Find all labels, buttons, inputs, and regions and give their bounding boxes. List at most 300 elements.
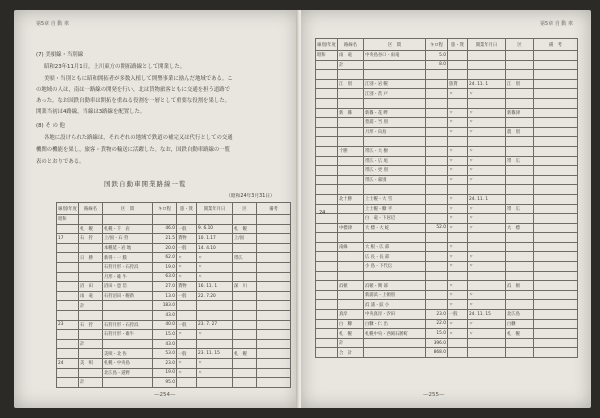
- table-cell: 日 勝: [79, 253, 103, 263]
- table-cell: 〃: [448, 319, 468, 329]
- table-cell: [534, 223, 578, 233]
- table-cell: [506, 233, 534, 243]
- table-cell: [233, 215, 257, 225]
- table-row: [316, 310, 578, 320]
- table-cell: [426, 127, 448, 137]
- table-cell: [506, 338, 534, 348]
- table-cell: 〃: [197, 253, 233, 263]
- table-row: [57, 368, 291, 378]
- table-cell: [57, 301, 79, 311]
- table-cell: 雨 竜: [79, 291, 103, 301]
- table-cell: [338, 271, 364, 281]
- table-cell: [468, 98, 506, 108]
- table-cell: 深 川: [233, 282, 257, 292]
- table-cell: [468, 51, 506, 61]
- table-cell: 24. 11. 1: [468, 194, 506, 204]
- table-row: [316, 60, 578, 70]
- table-cell: 上士幌・糠 平: [364, 204, 426, 214]
- table-cell: [468, 60, 506, 70]
- table-cell: [316, 233, 338, 243]
- table-cell: [257, 282, 291, 292]
- table-cell: [506, 60, 534, 70]
- table-cell: [426, 194, 448, 204]
- table-title: 国鉄自動車開業路線一覧: [104, 180, 187, 188]
- table-cell: 浜 頓: [506, 281, 534, 291]
- table-cell: [364, 271, 426, 281]
- table-cell: 〃: [448, 156, 468, 166]
- table-cell: [338, 156, 364, 166]
- table-cell: 〃: [468, 290, 506, 300]
- table-cell: 〃: [448, 175, 468, 185]
- table-row: [316, 262, 578, 272]
- table-cell: 〃: [177, 272, 197, 282]
- table-cell: [426, 89, 448, 99]
- table-cell: [506, 89, 534, 99]
- table-cell: 札 幌: [338, 329, 364, 339]
- table-row: [316, 118, 578, 128]
- table-cell: [426, 166, 448, 176]
- table-cell: 〃: [468, 252, 506, 262]
- table-cell: [316, 290, 338, 300]
- table-cell: 札幌・中央島: [103, 358, 153, 368]
- table-cell: [468, 233, 506, 243]
- table-cell: [506, 242, 534, 252]
- table-cell: 〃: [197, 368, 233, 378]
- table-cell: [79, 330, 103, 340]
- table-cell: 月形・向島: [364, 127, 426, 137]
- table-cell: [233, 243, 257, 253]
- table-cell: [534, 60, 578, 70]
- table-cell: 浜頓・興 部: [364, 281, 426, 291]
- table-cell: 〃: [448, 262, 468, 272]
- table-cell: [257, 330, 291, 340]
- table-cell: [257, 368, 291, 378]
- table-cell: [177, 339, 197, 349]
- table-cell: [316, 271, 338, 281]
- table-cell: [177, 215, 197, 225]
- table-cell: [468, 242, 506, 252]
- table-cell: [338, 214, 364, 224]
- table-cell: 23: [57, 320, 79, 330]
- table-cell: [316, 60, 338, 70]
- table-cell: [197, 310, 233, 320]
- paragraph-line: 各地に設けられた路線は，それぞれの地域で鉄道の補完又は代行としての交通: [44, 135, 233, 141]
- table-cell: 17: [57, 234, 79, 244]
- table-cell: [197, 301, 233, 311]
- table-cell: [534, 319, 578, 329]
- table-cell: 43.0: [153, 310, 177, 320]
- header-cell: 区: [233, 203, 257, 215]
- table-row: [57, 262, 291, 272]
- table-cell: [316, 156, 338, 166]
- header-cell: キロ程: [153, 203, 177, 215]
- table-cell: 新得・一 膜: [103, 253, 153, 263]
- table-cell: 14. 4.10: [197, 243, 233, 253]
- table-cell: [364, 98, 426, 108]
- paragraph-line: (7) 美唄線・当別線: [36, 52, 84, 58]
- table-cell: 15.0: [153, 330, 177, 340]
- table-cell: [534, 281, 578, 291]
- table-cell: [316, 194, 338, 204]
- table-cell: 昭和: [57, 215, 79, 225]
- table-row: [316, 329, 578, 339]
- table-cell: 〃: [448, 214, 468, 224]
- table-cell: [197, 215, 233, 225]
- table-cell: [426, 137, 448, 147]
- table-cell: 帯広・幕別: [364, 175, 426, 185]
- table-cell: 9. 6.10: [197, 224, 233, 234]
- table-cell: [534, 51, 578, 61]
- table-cell: 〃: [468, 329, 506, 339]
- table-cell: [257, 378, 291, 388]
- table-cell: 浜頓: [338, 281, 364, 291]
- table-cell: 〃: [448, 118, 468, 128]
- table-cell: [364, 60, 426, 70]
- table-cell: [506, 185, 534, 195]
- section-heading: (8) そ の 他: [36, 123, 65, 129]
- table-row: [316, 214, 578, 224]
- table-row: [57, 301, 291, 311]
- table-cell: 石狩沼田・幌新: [103, 291, 153, 301]
- table-cell: [316, 185, 338, 195]
- table-cell: [534, 242, 578, 252]
- table-row: [316, 300, 578, 310]
- table-header-row: [57, 203, 291, 215]
- table-cell: 大 根・広 部: [364, 242, 426, 252]
- table-cell: [79, 349, 103, 359]
- table-cell: 旅貨: [448, 79, 468, 89]
- table-cell: [57, 339, 79, 349]
- table-cell: [233, 358, 257, 368]
- table-cell: [316, 89, 338, 99]
- table-row: [316, 175, 578, 185]
- table-cell: 上/国・石 狩: [103, 234, 153, 244]
- table-cell: [448, 137, 468, 147]
- table-cell: 〃: [468, 166, 506, 176]
- table-row: [316, 98, 578, 108]
- table-cell: [506, 70, 534, 80]
- table-cell: [57, 262, 79, 272]
- table-cell: 〃: [448, 300, 468, 310]
- table-row: [57, 349, 291, 359]
- table-cell: [506, 98, 534, 108]
- table-cell: 江 別: [338, 79, 364, 89]
- table-cell: [316, 79, 338, 89]
- table-cell: [338, 290, 364, 300]
- table-cell: [426, 281, 448, 291]
- table-cell: 40.0: [153, 320, 177, 330]
- paragraph-line: 昭和23年11月1日，上川東方の開拓路線として開業した。: [44, 64, 186, 70]
- table-cell: [426, 290, 448, 300]
- table-cell: [57, 243, 79, 253]
- table-cell: [79, 215, 103, 225]
- header-cell: 路線名: [338, 39, 364, 51]
- table-cell: [426, 262, 448, 272]
- table-cell: [468, 137, 506, 147]
- table-cell: [338, 175, 364, 185]
- table-cell: 20.0: [153, 243, 177, 253]
- table-cell: [257, 253, 291, 263]
- table-cell: [426, 271, 448, 281]
- right-page-number: —255—: [423, 392, 445, 398]
- table-cell: [468, 70, 506, 80]
- table-cell: 帯広・広 尾: [364, 156, 426, 166]
- header-cell: 開業年月日: [197, 203, 233, 215]
- table-cell: [534, 290, 578, 300]
- table-row: [316, 319, 578, 329]
- table-cell: 396.0: [426, 338, 448, 348]
- table-cell: 帯広・更 別: [364, 166, 426, 176]
- table-header-row: [316, 39, 578, 51]
- table-cell: 27.0: [153, 282, 177, 292]
- table-cell: 〃: [197, 358, 233, 368]
- table-cell: 石 狩: [79, 320, 103, 330]
- table-cell: [506, 137, 534, 147]
- table-cell: [448, 271, 468, 281]
- table-cell: [316, 329, 338, 339]
- header-cell: 区: [506, 39, 534, 51]
- table-cell: 札 幌: [233, 224, 257, 234]
- table-row: [316, 194, 578, 204]
- table-cell: [316, 319, 338, 329]
- table-cell: [338, 233, 364, 243]
- table-row: [57, 243, 291, 253]
- table-cell: [57, 253, 79, 263]
- table-cell: 上/国: [233, 234, 257, 244]
- table-cell: 札 幌: [233, 349, 257, 359]
- table-row: [316, 204, 578, 214]
- table-cell: 〃: [468, 319, 506, 329]
- table-cell: [448, 51, 468, 61]
- table-cell: [506, 194, 534, 204]
- table-cell: [426, 185, 448, 195]
- table-cell: 沼田・恵 岱: [103, 282, 153, 292]
- table-cell: [448, 60, 468, 70]
- header-cell: 線別/年度: [57, 203, 79, 215]
- table-cell: [534, 156, 578, 166]
- table-cell: [257, 243, 291, 253]
- route-table-right: [315, 38, 578, 358]
- table-row: [57, 215, 291, 225]
- table-cell: [316, 137, 338, 147]
- table-row: [57, 253, 291, 263]
- table-row: [57, 272, 291, 282]
- table-cell: 〃: [468, 300, 506, 310]
- header-cell: 備考: [257, 203, 291, 215]
- table-cell: 小 島・下代伝: [364, 262, 426, 272]
- table-cell: [233, 291, 257, 301]
- paragraph-line: 美唄・当別ともに昭和開拓者が多数入植して開墾事業に励んだ地域である。こ: [44, 76, 233, 82]
- table-row: [316, 70, 578, 80]
- table-cell: 22.0: [426, 319, 448, 329]
- table-cell: [364, 348, 426, 358]
- table-cell: 計: [338, 60, 364, 70]
- table-cell: 中央島谷口・雨竜: [364, 51, 426, 61]
- table-cell: 〃: [177, 253, 197, 263]
- table-row: [316, 233, 578, 243]
- table-cell: [233, 320, 257, 330]
- left-running-head: 第5章 自 動 車: [36, 21, 69, 27]
- table-cell: 〃: [468, 223, 506, 233]
- table-cell: [177, 301, 197, 311]
- table-cell: 15.0: [426, 329, 448, 339]
- table-cell: [338, 89, 364, 99]
- table-cell: 24. 11. 15: [468, 310, 506, 320]
- table-cell: 〃: [468, 127, 506, 137]
- table-cell: 〃: [448, 89, 468, 99]
- table-cell: 43.0: [153, 339, 177, 349]
- table-cell: [534, 146, 578, 156]
- table-cell: [338, 262, 364, 272]
- table-cell: 石 狩: [79, 234, 103, 244]
- header-cell: 旅・貨: [448, 39, 468, 51]
- table-cell: [506, 271, 534, 281]
- table-cell: [316, 281, 338, 291]
- table-cell: 24: [57, 358, 79, 368]
- table-cell: [257, 301, 291, 311]
- table-row: [316, 127, 578, 137]
- table-cell: 〃: [468, 262, 506, 272]
- table-cell: 上士幌・大 雪: [364, 194, 426, 204]
- table-cell: [316, 108, 338, 118]
- header-cell: 区 間: [103, 203, 153, 215]
- table-cell: [338, 118, 364, 128]
- table-cell: 江別・茨 戸: [364, 89, 426, 99]
- table-cell: [316, 118, 338, 128]
- table-row: [316, 146, 578, 156]
- table-row: [316, 223, 578, 233]
- table-cell: [233, 330, 257, 340]
- table-cell: [426, 146, 448, 156]
- table-cell: [316, 300, 338, 310]
- table-cell: [57, 330, 79, 340]
- table-cell: 〃: [468, 156, 506, 166]
- table-cell: 浜 浦・紋 小: [364, 300, 426, 310]
- table-cell: [468, 185, 506, 195]
- table-cell: [257, 272, 291, 282]
- table-cell: 貨物: [177, 234, 197, 244]
- table-cell: [57, 224, 79, 234]
- table-cell: 22. 7.20: [197, 291, 233, 301]
- table-cell: [233, 310, 257, 320]
- table-cell: [57, 378, 79, 388]
- table-cell: 〃: [468, 89, 506, 99]
- table-cell: 大 標: [506, 223, 534, 233]
- table-row: [316, 271, 578, 281]
- table-cell: 〃: [177, 358, 197, 368]
- table-cell: 農 別: [506, 127, 534, 137]
- table-cell: 広 長・長 部: [364, 252, 426, 262]
- table-cell: 白 糠: [338, 319, 364, 329]
- table-cell: 19.0: [153, 368, 177, 378]
- table-cell: [506, 175, 534, 185]
- table-cell: [197, 378, 233, 388]
- table-row: [57, 310, 291, 320]
- table-cell: 23. 7. 27: [197, 320, 233, 330]
- table-cell: [364, 185, 426, 195]
- table-row: [316, 185, 578, 195]
- table-cell: 23.0: [426, 310, 448, 320]
- table-cell: 一般: [177, 349, 197, 359]
- table-cell: 〃: [468, 146, 506, 156]
- header-cell: 開業年月日: [468, 39, 506, 51]
- paragraph-line: あった。なお国鉄自動車は開拓を重ねる役割を一層として重要な役割を果した。: [36, 98, 231, 104]
- table-cell: 中央真岸・汐田: [364, 310, 426, 320]
- table-cell: 本幌延・岩 地: [103, 243, 153, 253]
- table-cell: 〃: [177, 368, 197, 378]
- table-cell: [257, 358, 291, 368]
- table-cell: 〃: [448, 166, 468, 176]
- table-cell: 雨 竜: [338, 51, 364, 61]
- table-cell: [316, 223, 338, 233]
- header-cell: 線別/年度: [316, 39, 338, 51]
- table-cell: [506, 51, 534, 61]
- table-cell: [506, 300, 534, 310]
- table-cell: [338, 166, 364, 176]
- table-cell: 〃: [197, 272, 233, 282]
- table-cell: [426, 252, 448, 262]
- table-cell: [338, 300, 364, 310]
- table-cell: [506, 348, 534, 358]
- year-label: 24: [319, 210, 326, 216]
- table-cell: [57, 291, 79, 301]
- table-cell: [534, 214, 578, 224]
- paragraph-line: 機関の機能を果し，旅客・貨物の輸送に活躍した。なお，国鉄自動車路線の一覧: [36, 147, 231, 153]
- table-row: [57, 330, 291, 340]
- table-cell: 〃: [468, 175, 506, 185]
- table-row: [316, 281, 578, 291]
- table-cell: 一般: [448, 310, 468, 320]
- table-cell: 計: [79, 339, 103, 349]
- table-row: [316, 348, 578, 358]
- table-cell: [257, 262, 291, 272]
- table-cell: [57, 368, 79, 378]
- table-cell: 13.0: [153, 291, 177, 301]
- left-page-number: —254—: [154, 392, 176, 398]
- table-cell: 北広島・道野: [103, 368, 153, 378]
- table-cell: [316, 166, 338, 176]
- table-cell: [534, 329, 578, 339]
- table-cell: 美唄・北 佐: [103, 349, 153, 359]
- table-cell: 一般: [177, 291, 197, 301]
- table-cell: 〃: [468, 108, 506, 118]
- table-row: [316, 166, 578, 176]
- table-cell: 計: [79, 301, 103, 311]
- table-cell: [426, 98, 448, 108]
- table-cell: 新 篠: [338, 108, 364, 118]
- table-cell: 江別・岩 幌: [364, 79, 426, 89]
- table-cell: [338, 185, 364, 195]
- table-cell: [257, 215, 291, 225]
- table-cell: [534, 89, 578, 99]
- table-cell: [534, 185, 578, 195]
- table-cell: 月形・碓 牛: [103, 272, 153, 282]
- table-cell: 札 幌: [79, 224, 103, 234]
- table-cell: 〃: [448, 194, 468, 204]
- table-cell: [316, 310, 338, 320]
- table-cell: 63.0: [153, 272, 177, 282]
- table-cell: [177, 310, 197, 320]
- table-cell: 北広島: [506, 310, 534, 320]
- header-cell: 旅・貨: [177, 203, 197, 215]
- table-cell: [506, 262, 534, 272]
- table-cell: [364, 338, 426, 348]
- table-cell: 52.0: [426, 223, 448, 233]
- table-cell: 札 幌: [506, 329, 534, 339]
- table-cell: [426, 156, 448, 166]
- table-cell: [506, 146, 534, 156]
- table-cell: [426, 70, 448, 80]
